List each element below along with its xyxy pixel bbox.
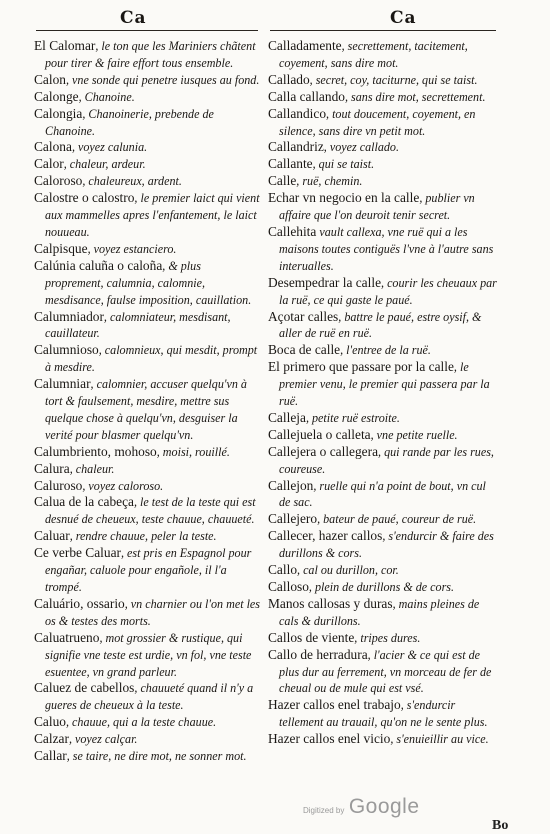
entry-headword: Manos callosas y duras [268,595,393,611]
entry-definition: , qui rande par les rues, coureuse. [279,444,494,476]
dictionary-entry [268,528,498,562]
entry-definition: , le test de la teste qui est desnué de cheueux, teste chauue, chauueté. [45,495,256,527]
dictionary-entry [268,562,498,579]
dictionary-entry [34,156,262,173]
entry-headword: Calona [34,139,72,155]
entry-definition: , s'endurcir tellement au trauail, qu'on ne le sente plus. [279,698,488,730]
dictionary-entry [268,342,498,359]
entry-definition: , moisi, rouillé. [156,444,230,459]
entry-headword: Callejera o callegera [268,443,379,459]
entry-headword: Caluroso [34,477,83,493]
dictionary-entry [34,89,262,106]
dictionary-entry [268,106,498,140]
entry-definition: , tout doucement, coyement, en silence, sans dire vn petit mot. [279,106,476,138]
entry-definition: , bateur de paué, coureur de ruë. [317,512,477,527]
dictionary-entry [268,731,498,748]
entry-headword: Calzar [34,731,69,747]
entry-definition: , est pris en Espagnol pour engañar, caluole pour engañole, il l'a trompé. [45,546,252,594]
dictionary-entry [268,89,498,106]
entry-definition: , l'acier & ce qui est de plus dur au ferrement, vn morceau de fer de cheual ou de mule qui est vsé. [279,647,492,696]
dictionary-entry [268,697,498,731]
entry-headword: Callar [34,748,67,764]
entry-definition: , rendre chauue, peler la teste. [69,529,217,544]
entry-headword: Callecer, hazer callos [268,528,383,544]
entry-definition: vault callexa, vne ruë qui a les maisons toutes contiguës l'vne à l'autre sans interualles. [279,224,494,273]
entry-headword: Calura [34,460,70,476]
entry-headword: Calúnia caluña o caloña [34,257,163,273]
dictionary-entry [34,748,262,765]
entry-definition: , voyez caloroso. [82,478,164,493]
entry-headword: Calua de la cabeça [34,494,134,510]
entry-definition: , vne sonde qui penetre iusques au fond. [66,72,260,87]
dictionary-entry [34,596,262,630]
entry-headword: Calon [34,71,66,87]
entry-headword: Calumnioso [34,342,99,358]
entry-headword: Callejero [268,511,318,527]
entry-definition: , le premier venu, le premier qui passera par la ruë. [279,360,490,409]
entry-headword: Caluo [34,714,66,730]
dictionary-entry [268,630,498,647]
entry-definition: , calomniateur, mesdisant, cauillateur. [45,309,231,341]
dictionary-entry [34,139,262,156]
dictionary-entry [34,173,262,190]
entry-headword: Callandriz [268,139,324,155]
entry-definition: , sans dire mot, secrettement. [344,89,486,104]
dictionary-entry [34,241,262,258]
dictionary-entry [268,173,498,190]
entry-headword: Calpisque [34,240,88,256]
entry-definition: , mot grossier & rustique, qui signifie vne teste est urdie, vn fol, vne teste esuentee, vn grand parleur. [45,630,252,679]
entry-headword: Calladamente [268,38,342,53]
entry-headword: Calla callando [268,88,345,104]
entry-definition: , qui se taist. [312,157,375,172]
entry-headword: Açotar calles [268,308,339,324]
entry-definition: , vn charnier ou l'on met les os & testes des morts. [45,596,261,628]
dictionary-entry [268,579,498,596]
entry-definition: , & plus proprement, calumnia, calomnie, mesdisance, faulse imposition, cauillation. [45,258,252,307]
dictionary-entry [34,494,262,528]
entry-definition: , vne petite ruelle. [370,427,458,442]
dictionary-entry [268,190,498,224]
entry-definition: , chaleur, ardeur. [63,157,146,172]
dictionary-entry [34,72,262,89]
dictionary-entry [34,680,262,714]
right-column-header: Ca [390,8,417,28]
dictionary-entry [268,309,498,343]
entry-definition: , l'entree de la ruë. [340,343,431,358]
entry-headword: Caluatrueno [34,629,100,645]
dictionary-entry [34,258,262,309]
entry-definition: , voyez calunia. [71,140,148,155]
entry-definition: , chauue, qui a la teste chauue. [66,715,217,730]
dictionary-entry [34,38,262,72]
entry-definition: , se taire, ne dire mot, ne sonner mot. [66,749,247,764]
entry-headword: Ce verbe Caluar [34,545,121,561]
entry-definition: , s'endurcir & faire des durillons & cors. [279,529,494,561]
entry-definition: , cal ou durillon, cor. [297,563,399,578]
dictionary-entry [34,309,262,343]
dictionary-entry [268,511,498,528]
dictionary-entry [268,427,498,444]
entry-headword: Calumniador [34,308,104,324]
entry-headword: Hazer callos enel trabajo [268,697,401,713]
dictionary-entry [268,647,498,698]
entry-definition: , plein de durillons & de cors. [308,580,455,594]
right-header-rule [270,30,496,31]
entry-headword: Callado [268,71,310,87]
entry-headword: Caluar [34,528,70,544]
entry-definition: , ruelle qui n'a point de bout, vn cul de sac. [279,478,486,510]
digitized-watermark [303,795,420,819]
entry-headword: Callos de viente [268,629,355,645]
entry-headword: Callo [268,562,298,578]
left-header-rule [36,30,258,31]
entry-definition: , ruë, chemin. [296,174,363,189]
entry-definition: , tripes dures. [354,630,421,645]
entry-headword: Calor [34,156,64,172]
google-logo-text: Google [348,795,420,818]
entry-definition: , secret, coy, taciturne, qui se taist. [309,72,478,87]
entry-definition: , publier vn affaire que l'on deuroit tenir secret. [279,191,475,223]
dictionary-entry [34,714,262,731]
entry-headword: Callo de herradura [268,646,368,662]
dictionary-entry [268,156,498,173]
entry-headword: El Calomar [34,38,96,53]
entry-headword: Caluez de cabellos [34,680,135,696]
dictionary-entry [34,731,262,748]
entry-headword: Calongia [34,105,83,121]
dictionary-entry [34,376,262,444]
dictionary-entry [268,359,498,410]
entry-definition: , le ton que les Mariniers chãtent pour tirer & faire effort tous ensemble. [45,39,256,70]
dictionary-entry [268,275,498,309]
left-column [34,38,262,765]
entry-headword: Calumniar [34,376,91,392]
dictionary-entry [268,72,498,89]
entry-headword: Callandico [268,105,327,121]
entry-headword: Callejuela o calleta [268,426,371,442]
dictionary-entry [268,596,498,630]
entry-headword: Callante [268,156,313,172]
entry-definition: , voyez calçar. [68,732,138,747]
entry-headword: Caloroso [34,173,83,189]
entry-definition: , courir les cheuaux par la ruë, ce qui gaste le paué. [279,275,497,307]
dictionary-entry [268,444,498,478]
entry-headword: Calloso [268,579,309,594]
dictionary-entry [34,478,262,495]
entry-definition: , Chanoinerie, prebende de Chanoine. [45,106,214,138]
entry-headword: Boca de calle [268,342,341,358]
dictionary-entry [34,342,262,376]
catchword: Bo [492,818,509,833]
entry-headword: Calle [268,173,297,189]
entry-headword: El primero que passare por la calle [268,359,454,375]
entry-definition: , voyez callado. [323,140,400,155]
entry-definition: , le premier laict qui vient aux mammelles apres l'enfantement, le laict nouueau. [45,191,260,239]
entry-definition: , Chanoine. [78,89,135,104]
entry-headword: Calumbriento, mohoso [34,443,157,459]
dictionary-entry [268,410,498,427]
right-column [268,38,498,748]
entry-headword: Echar vn negocio en la calle [268,190,420,206]
entry-definition: , chaleureux, ardent. [82,174,182,189]
dictionary-entry [34,444,262,461]
entry-definition: , secrettement, tacitement, coyement, sans dire mot. [279,39,468,70]
dictionary-entry [34,528,262,545]
dictionary-entry [268,478,498,512]
entry-definition: , calomnier, accuser quelqu'vn à tort & faulsement, mesdire, mettre sus quelque chose à quelqu'vn, desguiser la verité pour blasmer quelqu'vn. [45,377,247,442]
dictionary-entry [268,224,498,275]
entry-definition: , s'enuieillir au vice. [390,732,489,747]
watermark-prefix: Digitized by [303,806,345,815]
dictionary-entry [34,190,262,241]
dictionary-entry [268,38,498,72]
entry-headword: Desempedrar la calle [268,274,382,290]
dictionary-entry [34,106,262,140]
entry-definition: , battre le paué, estre oysif, & aller de ruë en ruë. [279,309,482,341]
entry-headword: Calonge [34,88,79,104]
left-column-header: Ca [120,8,147,28]
dictionary-entry [34,461,262,478]
dictionary-entry [268,139,498,156]
entry-definition: , chaleur. [69,461,115,476]
entry-headword: Callejon [268,477,314,493]
entry-headword: Callehita [268,223,317,239]
dictionary-entry [34,545,262,596]
entry-headword: Caluário, ossario [34,595,125,611]
entry-definition: , calomnieux, qui mesdit, prompt à mesdire. [45,343,258,375]
entry-definition: , voyez estanciero. [87,241,177,256]
entry-definition: , petite ruë estroite. [305,410,400,425]
entry-headword: Calostre o calostro [34,190,135,206]
dictionary-entry [34,630,262,681]
entry-definition: , mains pleines de cals & durillons. [279,596,480,628]
entry-headword: Calleja [268,409,306,425]
entry-definition: , chauueté quand il n'y a gueres de cheueux à la teste. [45,681,254,713]
entry-headword: Hazer callos enel vicio [268,731,391,747]
